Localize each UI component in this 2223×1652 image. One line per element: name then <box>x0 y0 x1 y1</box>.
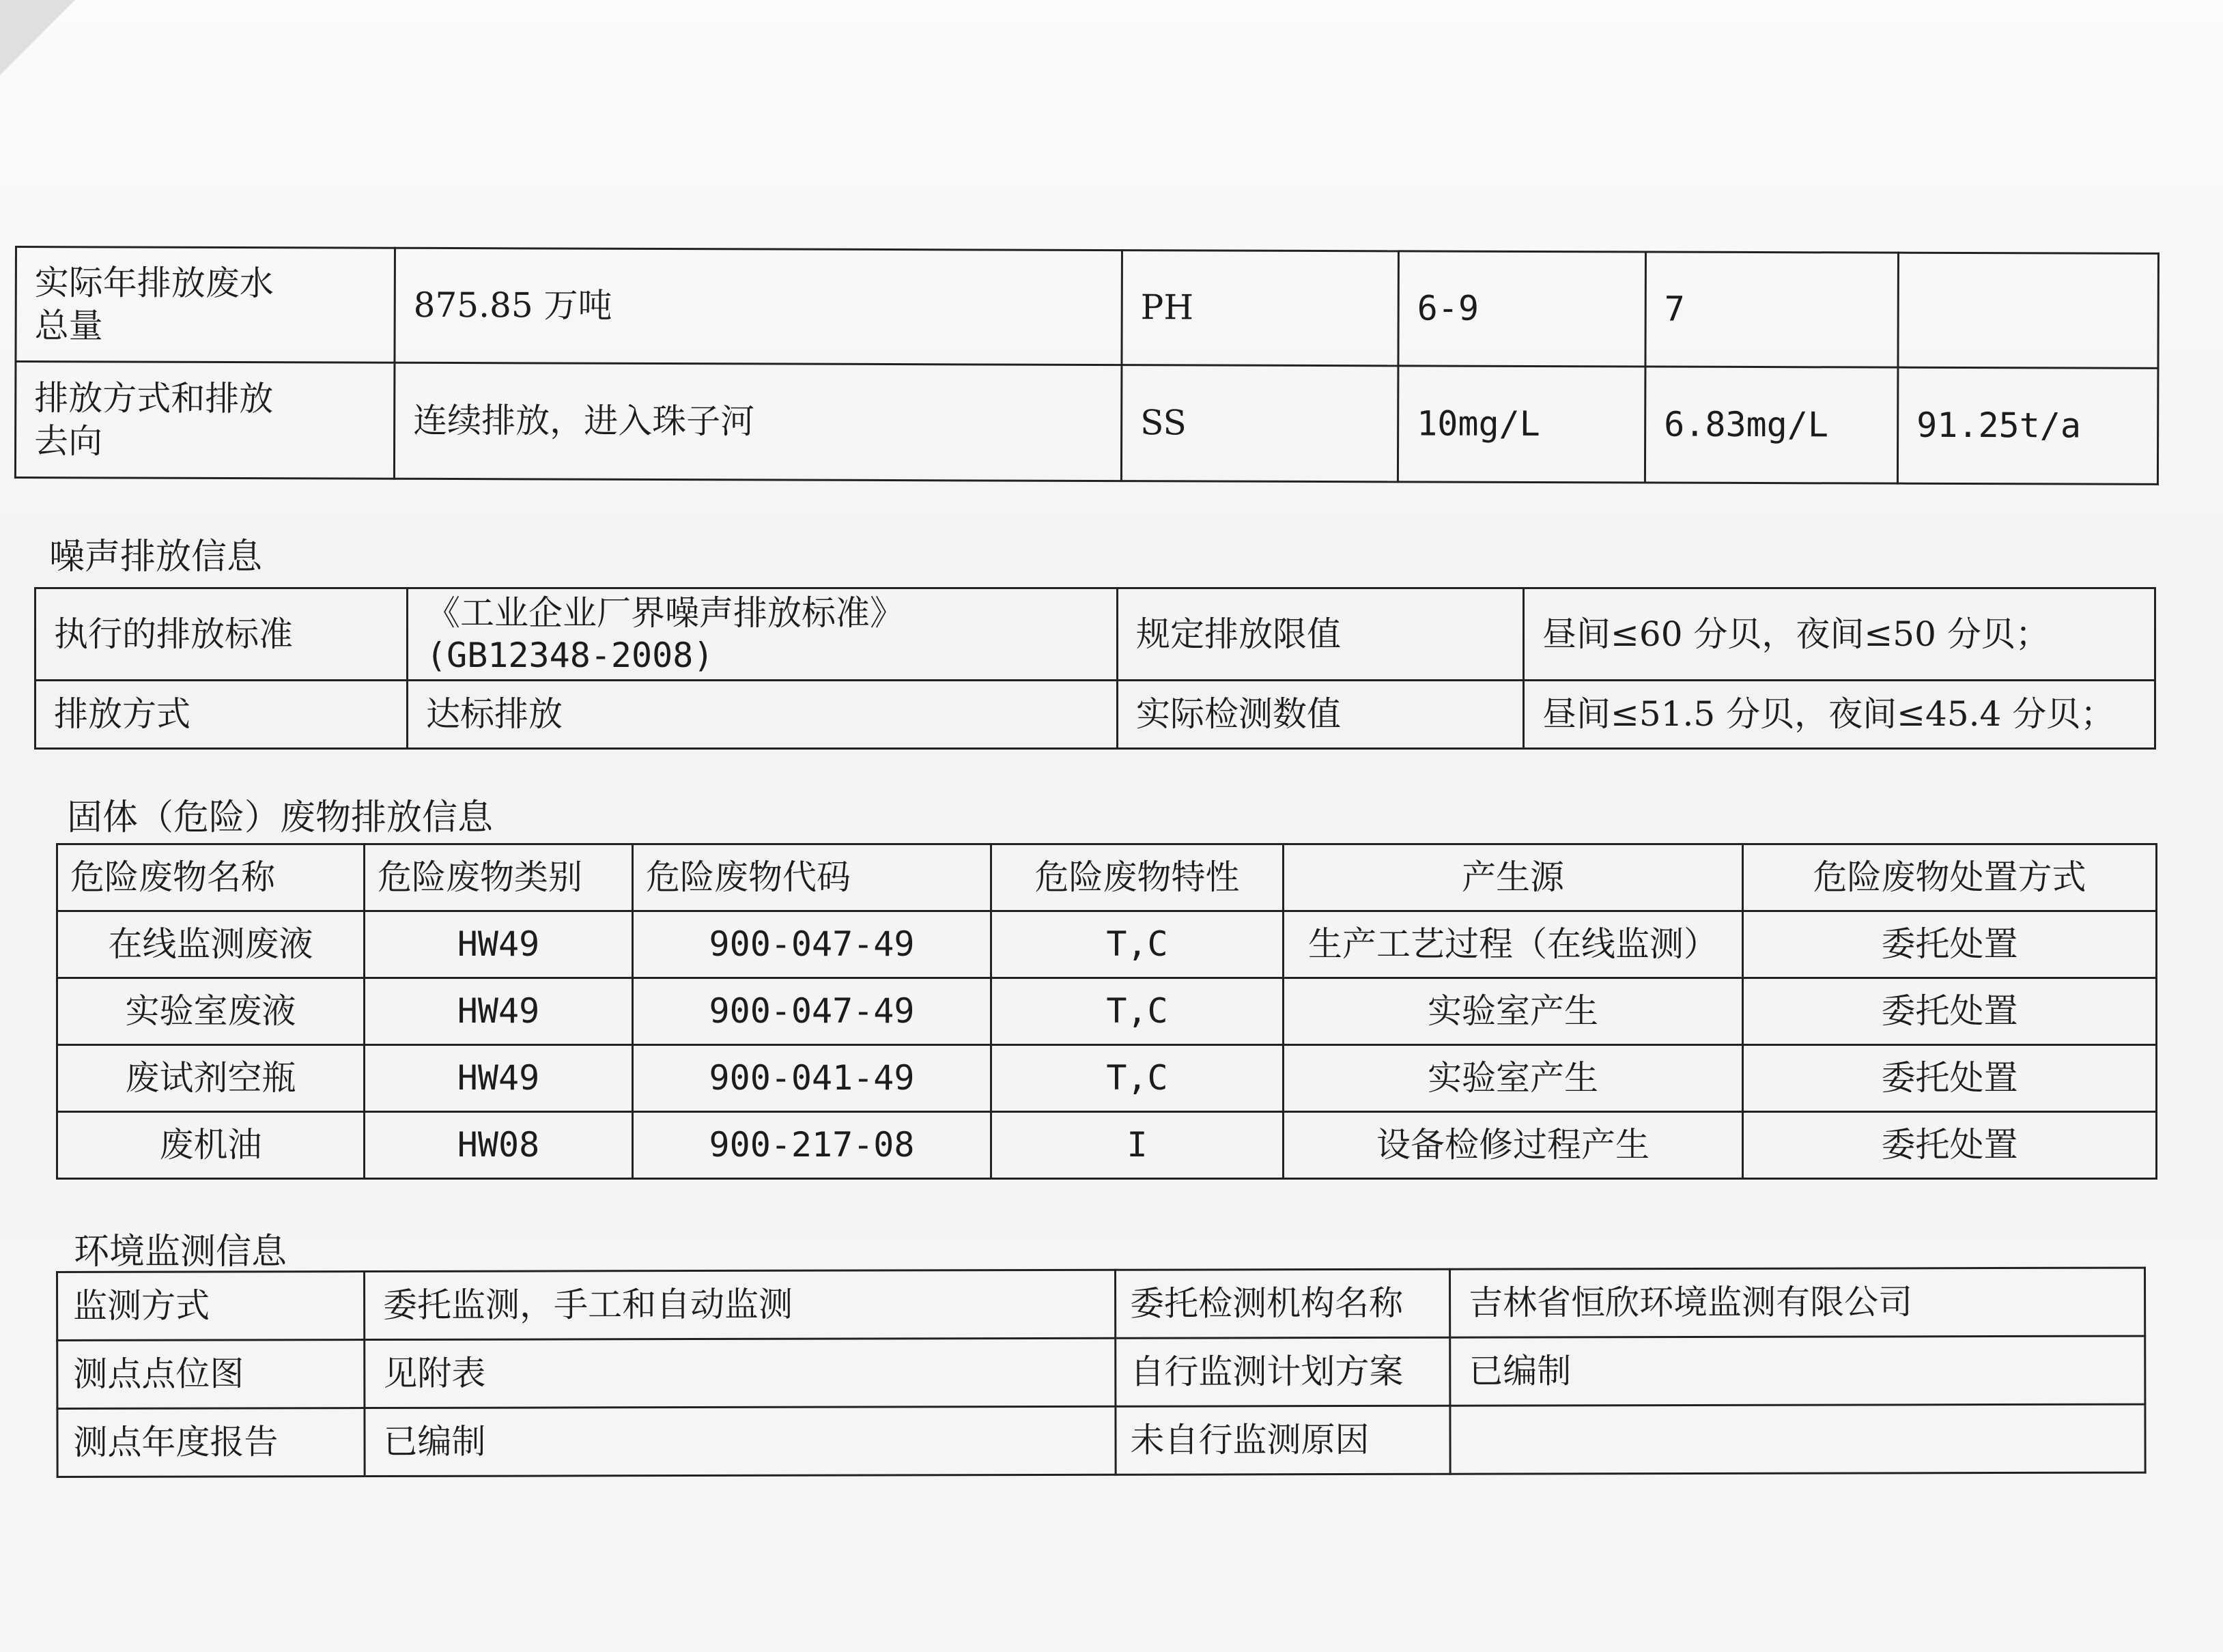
monitoring-label: 委托检测机构名称 <box>1115 1269 1449 1338</box>
monitoring-label: 未自行监测原因 <box>1116 1406 1450 1475</box>
waste-source: 实验室产生 <box>1284 1045 1743 1112</box>
waste-source: 生产工艺过程（在线监测） <box>1284 911 1743 978</box>
waste-disposal: 委托处置 <box>1743 978 2157 1045</box>
wastewater-total-value: 875.85 万吨 <box>395 248 1122 365</box>
column-header: 危险废物代码 <box>633 844 991 911</box>
waste-property: T,C <box>991 911 1284 978</box>
monitoring-label: 测点年度报告 <box>57 1408 365 1477</box>
discharge-method-label: 排放方式和排放 去向 <box>15 362 395 479</box>
noise-limit-label: 规定排放限值 <box>1118 588 1524 681</box>
waste-category: HW08 <box>365 1112 633 1179</box>
waste-code: 900-047-49 <box>633 978 991 1045</box>
table-row <box>57 1045 2157 1112</box>
waste-property: T,C <box>991 1045 1284 1112</box>
monitoring-label: 自行监测计划方案 <box>1116 1337 1450 1406</box>
pollutant-measured: 6.83mg/L <box>1645 367 1898 483</box>
pollutant-standard: 10mg/L <box>1398 366 1645 483</box>
monitoring-value: 已编制 <box>1450 1336 2145 1406</box>
table-row <box>57 1112 2157 1179</box>
waste-category: HW49 <box>365 911 633 978</box>
noise-actual-label: 实际检测数值 <box>1118 681 1524 749</box>
monitoring-label: 监测方式 <box>57 1272 365 1341</box>
waste-disposal: 委托处置 <box>1743 1045 2157 1112</box>
waste-name: 废机油 <box>57 1112 365 1179</box>
noise-limit-value: 昼间≤60 分贝，夜间≤50 分贝； <box>1524 588 2155 681</box>
noise-section-title: 噪声排放信息 <box>49 537 263 578</box>
monitoring-section-title: 环境监测信息 <box>74 1231 287 1272</box>
discharge-method-value: 连续排放，进入珠子河 <box>394 362 1122 481</box>
waste-source: 实验室产生 <box>1284 978 1743 1045</box>
wastewater-table <box>14 246 2160 485</box>
noise-standard-value: 《工业企业厂界噪声排放标准》 (GB12348-2008) <box>408 588 1118 681</box>
monitoring-value: 委托监测，手工和自动监测 <box>365 1270 1116 1339</box>
table-row <box>15 362 2158 485</box>
table-header-row <box>57 844 2157 911</box>
column-header: 危险废物类别 <box>365 844 633 911</box>
table-row <box>57 1268 2145 1340</box>
table-row <box>57 1336 2145 1408</box>
waste-category: HW49 <box>365 978 633 1045</box>
waste-disposal: 委托处置 <box>1743 1112 2157 1179</box>
monitoring-value: 吉林省恒欣环境监测有限公司 <box>1449 1268 2144 1337</box>
noise-actual-value: 昼间≤51.5 分贝，夜间≤45.4 分贝； <box>1524 681 2155 749</box>
wastewater-total-label: 实际年排放废水 总量 <box>16 247 395 363</box>
noise-method-value: 达标排放 <box>408 681 1118 749</box>
waste-code: 900-217-08 <box>633 1112 991 1179</box>
pollutant-annual <box>1898 253 2159 368</box>
monitoring-label: 测点点位图 <box>57 1340 365 1409</box>
waste-code: 900-041-49 <box>633 1045 991 1112</box>
paper-corner-fold <box>0 0 75 75</box>
column-header: 产生源 <box>1284 844 1743 911</box>
table-row <box>36 588 2155 681</box>
hazardous-waste-table <box>56 843 2157 1180</box>
pollutant-annual: 91.25t/a <box>1897 367 2158 484</box>
monitoring-value: 见附表 <box>365 1338 1116 1408</box>
waste-property: T,C <box>991 978 1284 1045</box>
waste-disposal: 委托处置 <box>1743 911 2157 978</box>
waste-property: I <box>991 1112 1284 1179</box>
monitoring-value <box>1450 1404 2145 1474</box>
waste-code: 900-047-49 <box>633 911 991 978</box>
noise-method-label: 排放方式 <box>36 681 408 749</box>
pollutant-name: SS <box>1121 365 1398 482</box>
table-row <box>57 1404 2145 1477</box>
pollutant-measured: 7 <box>1645 252 1899 367</box>
monitoring-value: 已编制 <box>365 1406 1116 1476</box>
pollutant-standard: 6-9 <box>1398 251 1646 367</box>
waste-category: HW49 <box>365 1045 633 1112</box>
hazardous-section-title: 固体（危险）废物排放信息 <box>67 797 494 838</box>
table-row <box>57 911 2157 978</box>
noise-table <box>34 587 2156 750</box>
column-header: 危险废物处置方式 <box>1743 844 2157 911</box>
monitoring-table <box>56 1267 2147 1478</box>
waste-name: 废试剂空瓶 <box>57 1045 365 1112</box>
column-header: 危险废物特性 <box>991 844 1284 911</box>
column-header: 危险废物名称 <box>57 844 365 911</box>
table-row <box>36 681 2155 749</box>
waste-name: 实验室废液 <box>57 978 365 1045</box>
waste-source: 设备检修过程产生 <box>1284 1112 1743 1179</box>
pollutant-name: PH <box>1122 251 1399 366</box>
table-row <box>57 978 2157 1045</box>
waste-name: 在线监测废液 <box>57 911 365 978</box>
table-row <box>16 247 2159 369</box>
noise-standard-label: 执行的排放标准 <box>36 588 408 681</box>
